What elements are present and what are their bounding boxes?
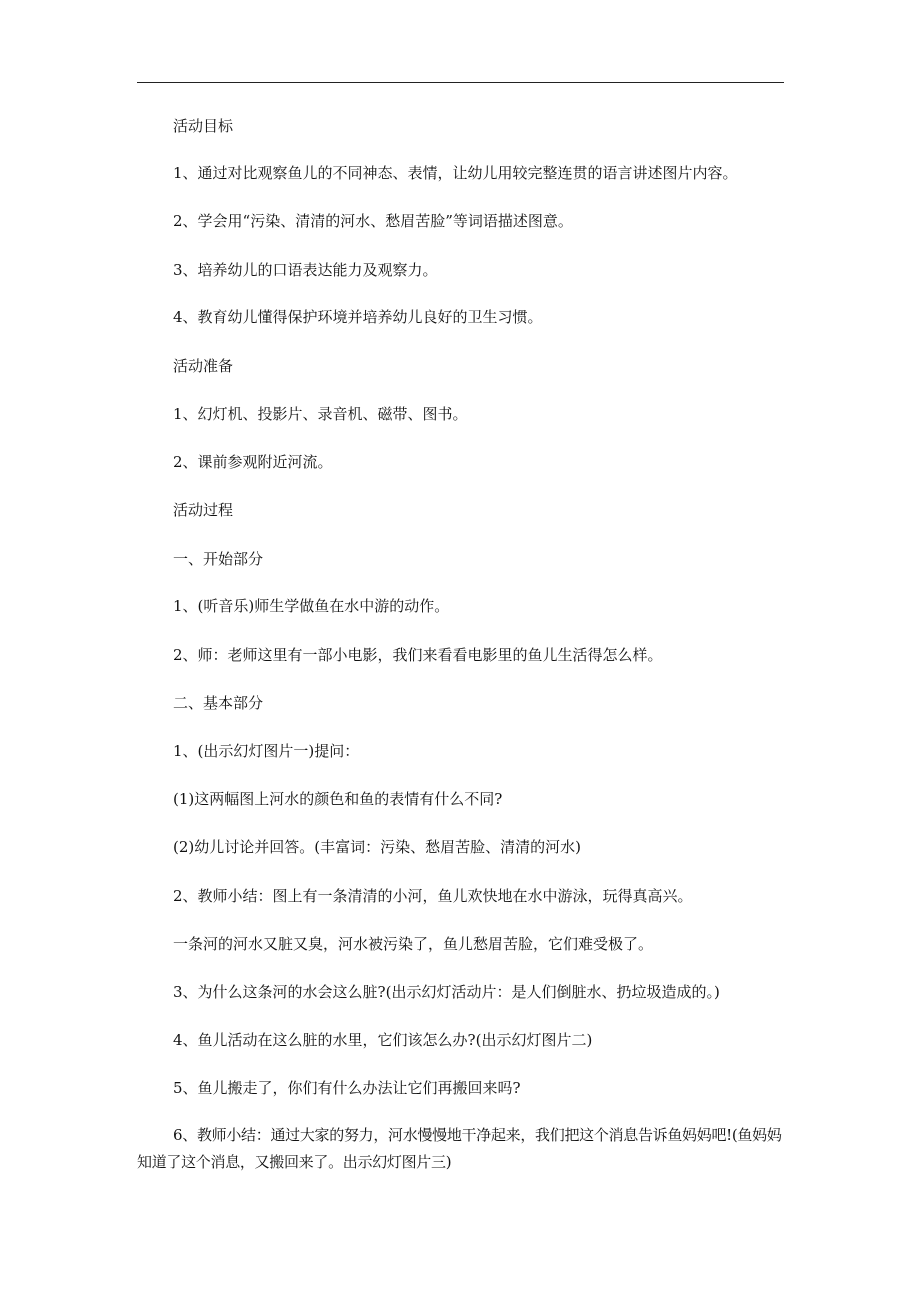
goal-item-3: 3、培养幼儿的口语表达能力及观察力。 <box>173 261 438 279</box>
basic-item-6-paragraph: 6、教师小结：通过大家的努力，河水慢慢地干净起来，我们把这个消息告诉鱼妈妈吧!(鱼妈妈知道了这个消息，又搬回来了。出示幻灯图片三) <box>137 1126 782 1171</box>
goal-item-1: 1、通过对比观察鱼儿的不同神态、表情，让幼儿用较完整连贯的语言讲述图片内容。 <box>173 164 738 182</box>
basic-item-4: 4、鱼儿活动在这么脏的水里，它们该怎么办?(出示幻灯图片二) <box>173 1031 593 1049</box>
basic-subitem-1: (1)这两幅图上河水的颜色和鱼的表情有什么不同? <box>173 790 503 808</box>
goal-item-4: 4、教育幼儿懂得保护环境并培养幼儿良好的卫生习惯。 <box>173 308 543 326</box>
heading-activity-goals: 活动目标 <box>173 117 234 135</box>
preparation-item-2: 2、课前参观附近河流。 <box>173 453 333 471</box>
basic-item-5: 5、鱼儿搬走了，你们有什么办法让它们再搬回来吗? <box>173 1079 521 1097</box>
basic-item-1: 1、(出示幻灯图片一)提问： <box>173 742 360 760</box>
header-rule <box>137 82 784 83</box>
process-item-2: 2、师：老师这里有一部小电影，我们来看看电影里的鱼儿生活得怎么样。 <box>173 646 663 664</box>
basic-item-2-continued: 一条河的河水又脏又臭，河水被污染了，鱼儿愁眉苦脸，它们难受极了。 <box>173 935 654 953</box>
goal-item-2: 2、学会用“污染、清清的河水、愁眉苦脸”等词语描述图意。 <box>173 212 573 230</box>
heading-activity-preparation: 活动准备 <box>173 357 234 375</box>
section-heading-start: 一、开始部分 <box>173 550 264 568</box>
heading-activity-process: 活动过程 <box>173 501 234 519</box>
preparation-item-1: 1、幻灯机、投影片、录音机、磁带、图书。 <box>173 405 468 423</box>
basic-subitem-2: (2)幼儿讨论并回答。(丰富词：污染、愁眉苦脸、清清的河水) <box>173 838 581 856</box>
basic-item-2: 2、教师小结：图上有一条清清的小河，鱼儿欢快地在水中游泳，玩得真高兴。 <box>173 887 693 905</box>
process-item-1: 1、(听音乐)师生学做鱼在水中游的动作。 <box>173 597 450 615</box>
section-heading-basic: 二、基本部分 <box>173 694 264 712</box>
basic-item-3: 3、为什么这条河的水会这么脏?(出示幻灯活动片：是人们倒脏水、扔垃圾造成的。) <box>173 983 720 1001</box>
